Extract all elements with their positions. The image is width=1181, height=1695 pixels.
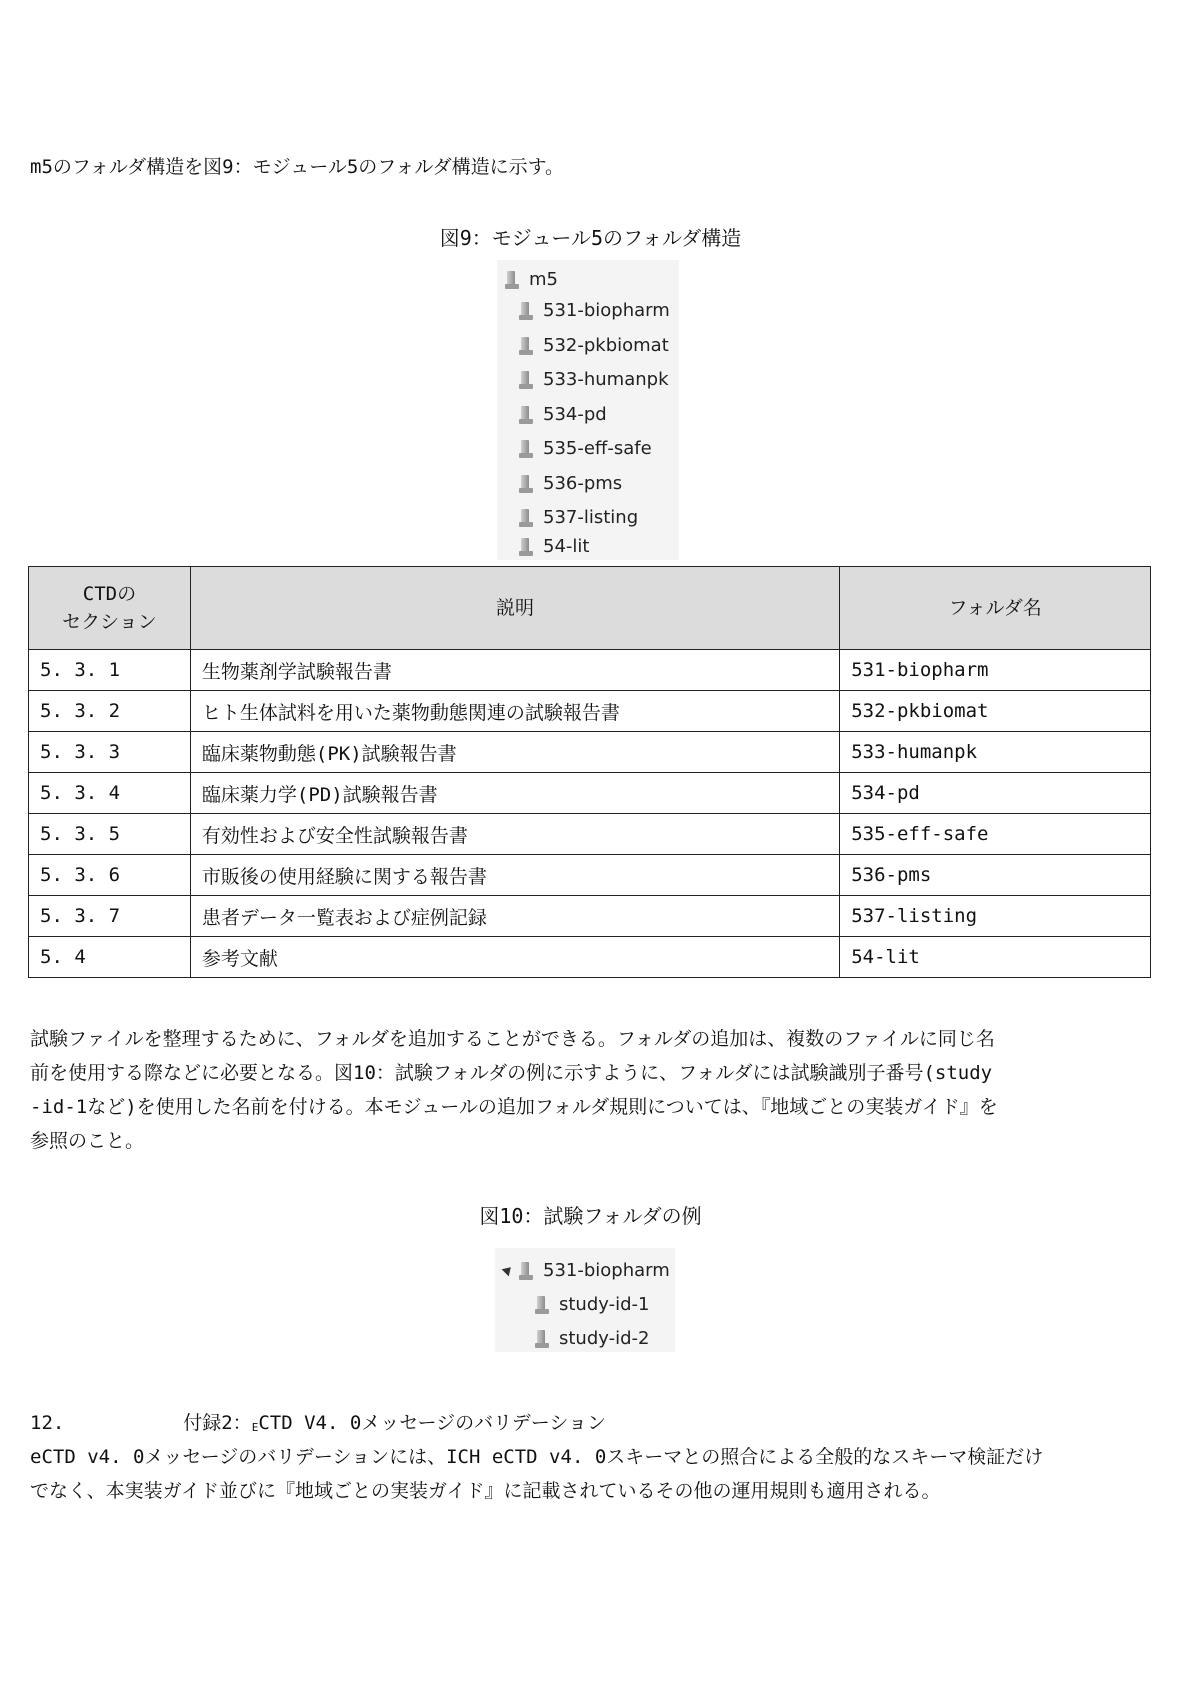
tree-folder: [519, 503, 638, 531]
section-number: 12.: [30, 1412, 65, 1434]
tree-folder: [519, 365, 669, 393]
paragraph-line: eCTD v4. 0メッセージのバリデーションには、ICH eCTD v4. 0スキーマとの照合による全般的なスキーマ検証だけ: [30, 1446, 1044, 1468]
figure10-caption: 図10：試験フォルダの例: [479, 1204, 702, 1228]
section-title-subscript-e: E: [251, 1421, 259, 1434]
header-folder-name: フォルダ名: [840, 567, 1151, 650]
paragraph-line: 試験ファイルを整理するために、フォルダを追加することができる。フォルダの追加は、複数のファイルに同じ名: [30, 1028, 995, 1050]
section12-heading: [30, 1408, 606, 1435]
tree-folder: [519, 400, 607, 428]
paragraph-line: 参照のこと。: [30, 1130, 145, 1152]
cell-section: 5. 3. 4: [29, 773, 191, 814]
cell-section: 5. 4: [29, 937, 191, 978]
folder-label: 536-pms: [543, 472, 623, 494]
cell-folder: 54-lit: [840, 937, 1151, 978]
cell-section: 5. 3. 6: [29, 855, 191, 896]
folder-label: 531-biopharm: [543, 1259, 670, 1281]
cell-description: 市販後の使用経験に関する報告書: [190, 855, 839, 896]
folder-icon: [519, 369, 533, 389]
table-row: [29, 855, 1151, 896]
paragraph-line: でなく、本実装ガイド並びに『地域ごとの実装ガイド』に記載されているその他の運用規則も適用される。: [30, 1480, 941, 1502]
tree-folder: [535, 1290, 649, 1318]
tree-folder: [519, 296, 670, 324]
cell-section: 5. 3. 3: [29, 732, 191, 773]
table-row: [29, 650, 1151, 691]
paragraph-line: 前を使用する際などに必要となる。図10：試験フォルダの例に示すように、フォルダには試験識別子番号(study: [30, 1062, 993, 1084]
tree-folder: [519, 331, 669, 359]
table-row: [29, 732, 1151, 773]
folder-label: 54-lit: [543, 535, 590, 557]
section-title-prefix: 付録2：: [183, 1412, 252, 1434]
header-description: 説明: [190, 567, 839, 650]
table-row: [29, 691, 1151, 732]
cell-description: ヒト生体試料を用いた薬物動態関連の試験報告書: [190, 691, 839, 732]
tree-root-531-biopharm: [503, 1256, 670, 1284]
table-row: [29, 937, 1151, 978]
folder-addition-paragraph: [30, 1022, 1150, 1158]
header-section-line1: CTDの: [82, 583, 137, 605]
table-header-row: [29, 567, 1151, 650]
intro-text: m5のフォルダ構造を図9：モジュール5のフォルダ構造に示す。: [30, 156, 565, 178]
cell-description: 臨床薬物動態(PK)試験報告書: [190, 732, 839, 773]
expand-arrow-icon: [502, 1264, 515, 1277]
cell-section: 5. 3. 1: [29, 650, 191, 691]
folder-label: study-id-1: [559, 1293, 650, 1315]
paragraph-line: -id-1など)を使用した名前を付ける。本モジュールの追加フォルダ規則については、『地域ごとの実装ガイド』を: [30, 1096, 998, 1118]
figure10-folder-tree: [495, 1248, 675, 1352]
cell-folder: 534-pd: [840, 773, 1151, 814]
folder-icon: [519, 536, 533, 556]
cell-folder: 537-listing: [840, 896, 1151, 937]
cell-section: 5. 3. 2: [29, 691, 191, 732]
table-row: [29, 896, 1151, 937]
table-row: [29, 814, 1151, 855]
folder-icon: [519, 1260, 533, 1280]
cell-description: 参考文献: [190, 937, 839, 978]
validation-paragraph: [30, 1440, 1150, 1508]
cell-description: 患者データ一覧表および症例記録: [190, 896, 839, 937]
figure9-caption: 図9：モジュール5のフォルダ構造: [439, 226, 742, 250]
cell-folder: 536-pms: [840, 855, 1151, 896]
folder-label: 531-biopharm: [543, 299, 670, 321]
folder-label: m5: [529, 268, 558, 290]
header-section-line2: セクション: [62, 611, 157, 633]
cell-folder: 532-pkbiomat: [840, 691, 1151, 732]
cell-folder: 535-eff-safe: [840, 814, 1151, 855]
folder-label: 537-listing: [543, 506, 639, 528]
folder-icon: [519, 404, 533, 424]
folder-icon: [519, 438, 533, 458]
table-row: [29, 773, 1151, 814]
folder-label: study-id-2: [559, 1327, 650, 1349]
cell-folder: 533-humanpk: [840, 732, 1151, 773]
cell-description: 有効性および安全性試験報告書: [190, 814, 839, 855]
tree-root-m5: [505, 265, 558, 293]
header-ctd-section: [29, 567, 191, 650]
folder-label: 532-pkbiomat: [543, 334, 669, 356]
folder-label: 535-eff-safe: [543, 437, 652, 459]
folder-label: 533-humanpk: [543, 368, 669, 390]
tree-folder: [519, 469, 622, 497]
tree-folder: [519, 434, 652, 462]
folder-icon: [519, 335, 533, 355]
cell-folder: 531-biopharm: [840, 650, 1151, 691]
tree-folder: [535, 1324, 649, 1352]
folder-icon: [535, 1294, 549, 1314]
section-title-rest: CTD V4. 0メッセージのバリデーション: [258, 1412, 606, 1434]
folder-icon: [519, 507, 533, 527]
folder-icon: [519, 300, 533, 320]
cell-description: 臨床薬力学(PD)試験報告書: [190, 773, 839, 814]
folder-label: 534-pd: [543, 403, 607, 425]
tree-folder: [519, 532, 589, 560]
figure9-folder-tree: [497, 260, 679, 560]
folder-icon: [535, 1328, 549, 1348]
ctd-folder-table: [28, 566, 1151, 978]
folder-icon: [505, 269, 519, 289]
cell-description: 生物薬剤学試験報告書: [190, 650, 839, 691]
cell-section: 5. 3. 5: [29, 814, 191, 855]
folder-icon: [519, 473, 533, 493]
cell-section: 5. 3. 7: [29, 896, 191, 937]
